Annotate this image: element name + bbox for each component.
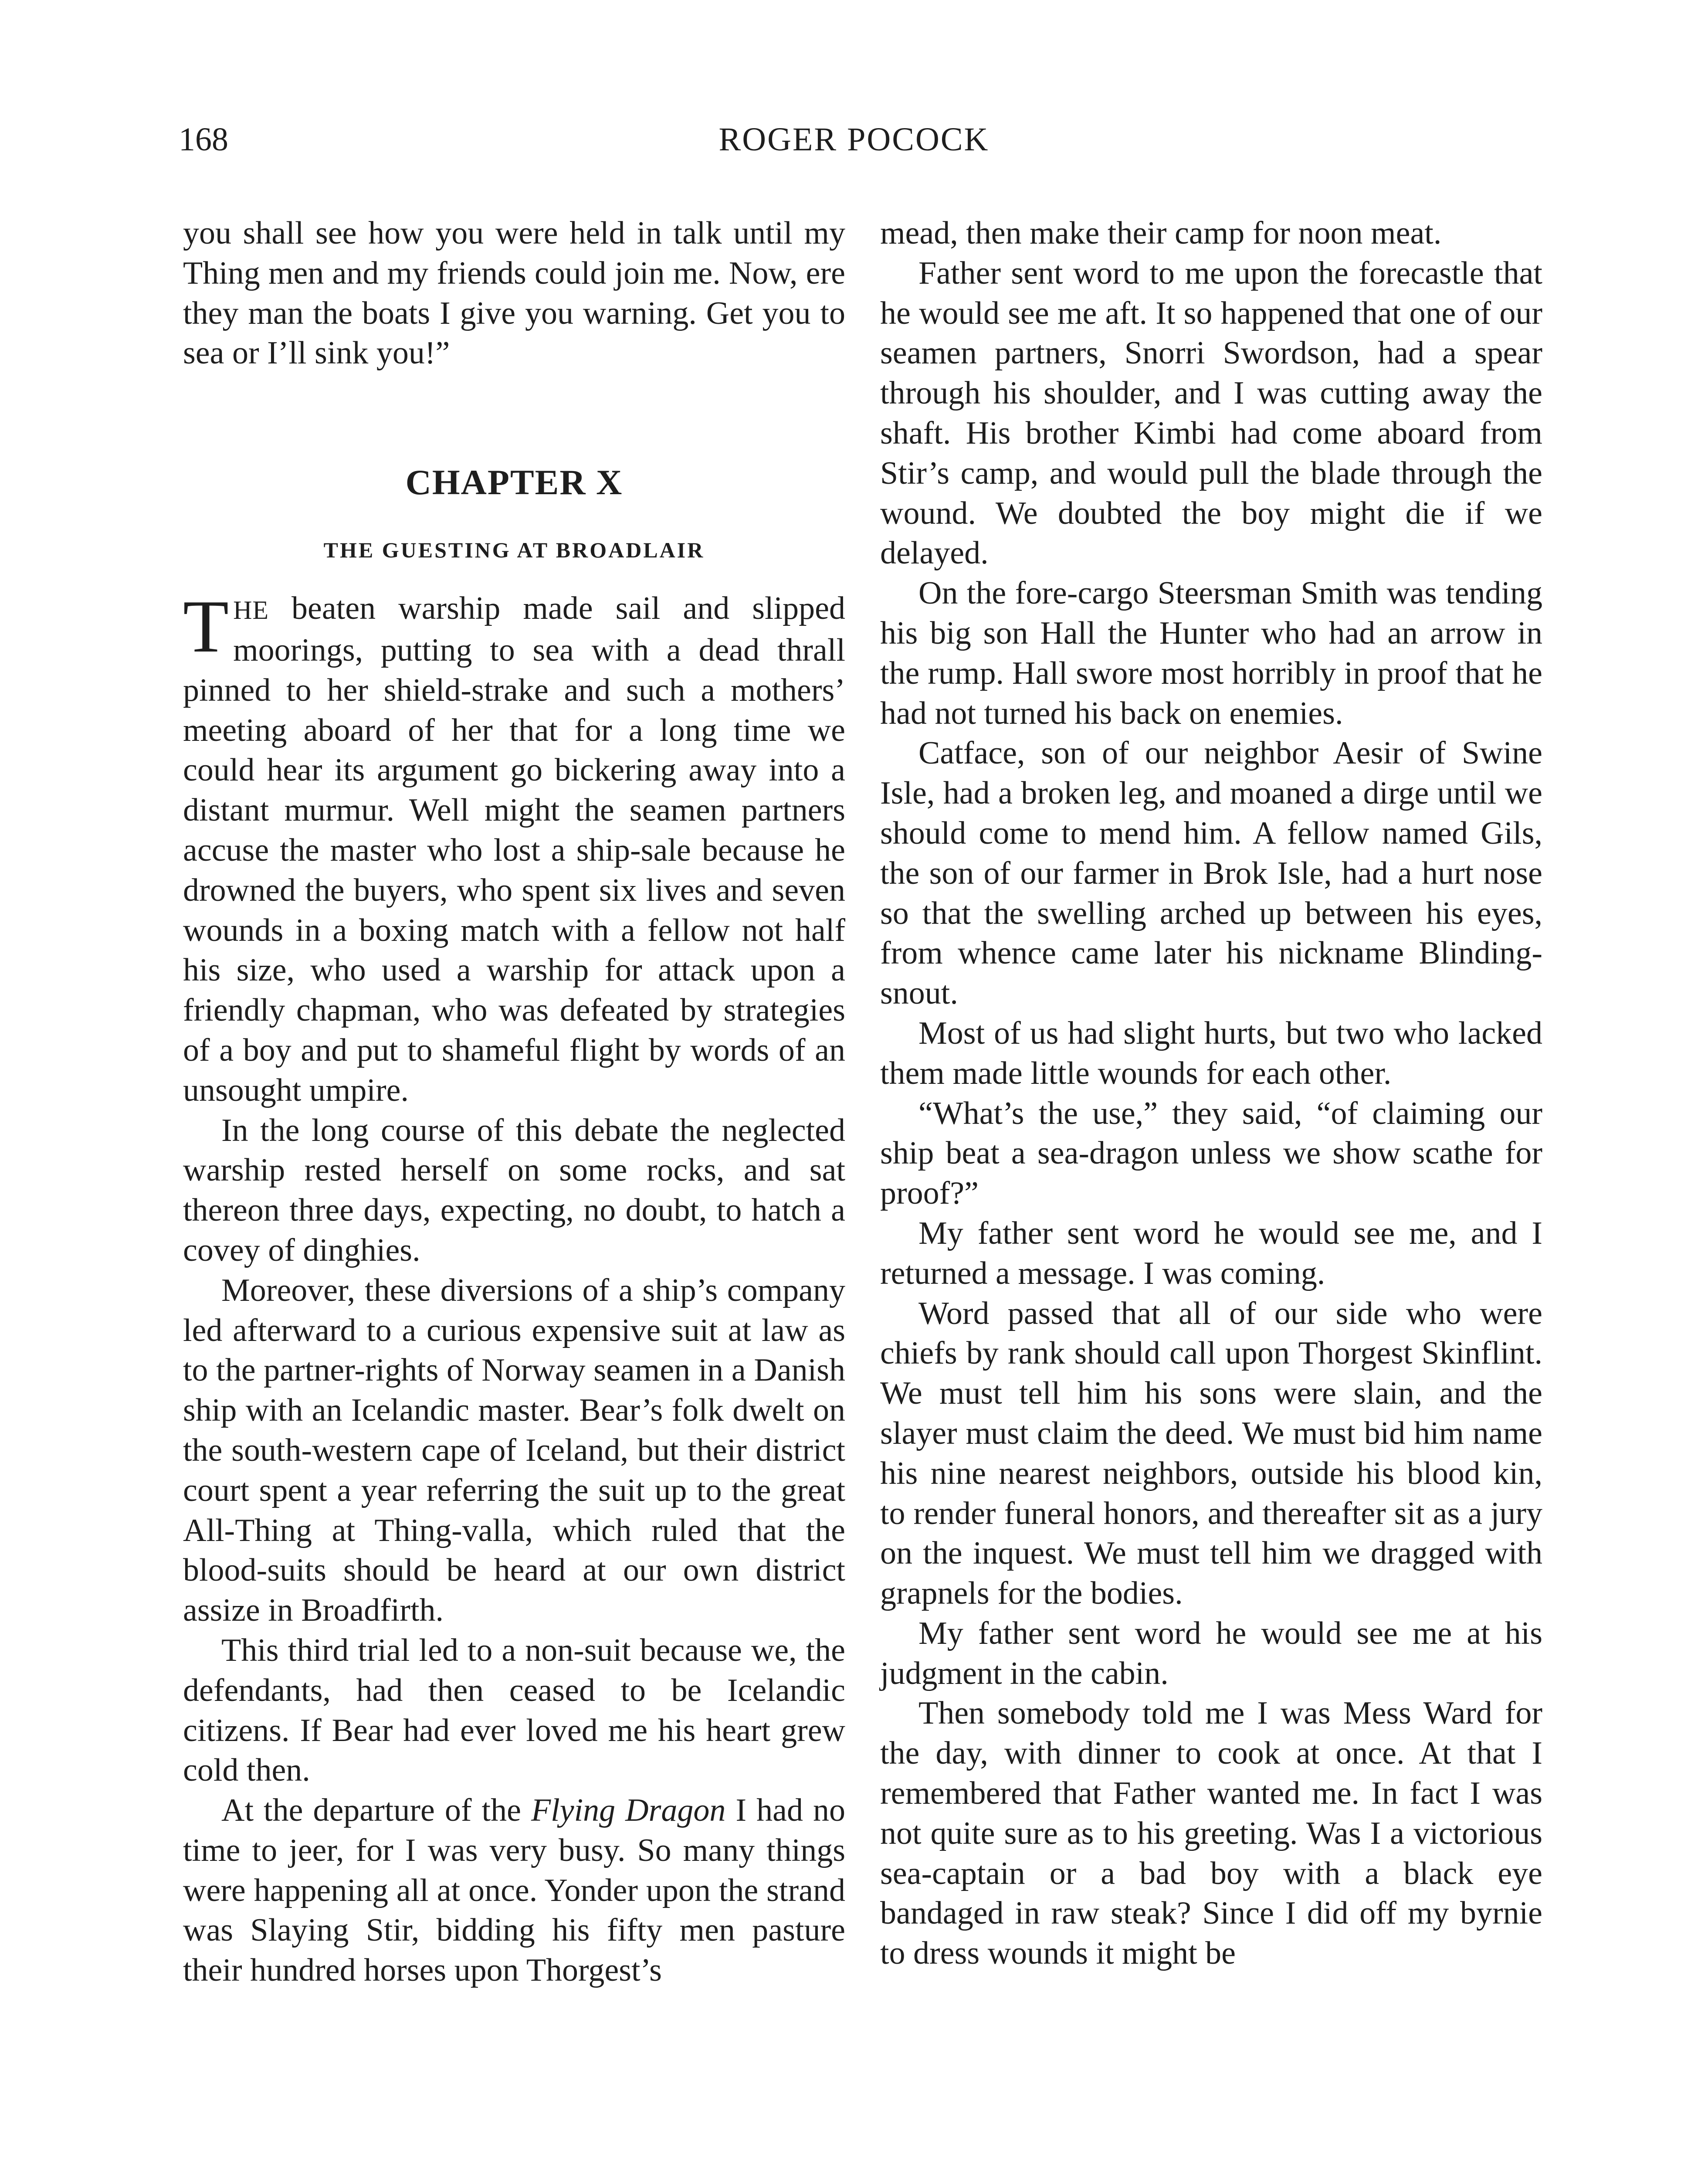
paragraph: Then somebody told me I was Mess Ward for the day, with dinner to cook at once. At that I remembered that Father wanted me. In fact I was not quite sure as to his greeting. Was I a victorious sea-captain or a bad boy with a black eye bandaged in raw steak? Since I did off my byrnie to dress wounds it might be (880, 1695, 1542, 1972)
paragraph: My father sent word he would see me at his judgment in the cabin. (880, 1615, 1542, 1691)
paragraph: Most of us had slight hurts, but two who lacked them made little wounds for each other. (880, 1015, 1542, 1091)
paragraph (183, 1791, 845, 1991)
paragraph: Catface, son of our neighbor Aesir of Swine Isle, had a broken leg, and moaned a dirge until we should come to mend him. A fellow named Gils, the son of our farmer in Brok Isle, had a hurt nose so that the swelling arched up between his eyes, from whence came later his nickname Blinding-snout. (880, 735, 1542, 1011)
paragraph: In the long course of this debate the neglected warship rested herself on some rocks, and sat thereon three days, expecting, no doubt, to hatch a covey of dinghies. (183, 1112, 845, 1268)
paragraph: “What’s the use,” they said, “of claiming our ship beat a sea-dragon unless we show scathe for proof?” (880, 1095, 1542, 1212)
paragraph: you shall see how you were held in talk until my Thing men and my friends could join me. Now, ere they man the boats I give you warning. Get you to sea or I’ll sink you!” (183, 215, 845, 371)
paragraph: Word passed that all of our side who were chiefs by rank should call upon Thorgest Skinflint. We must tell him his sons were slain, and the slayer must claim the deed. We must bid him name his nine nearest neighbors, outside his blood kin, to render funeral honors, and thereafter sit as a jury on the inquest. We must tell him we dragged with grapnels for the bodies. (880, 1295, 1542, 1612)
paragraph: Father sent word to me upon the forecastle that he would see me aft. It so happened that one of our seamen partners, Snorri Swordson, had a spear through his shoulder, and I was cutting away the shaft. His brother Kimbi had come aboard from Stir’s camp, and would pull the blade through the wound. We doubted the boy might die if we delayed. (880, 255, 1542, 571)
paragraph-text: At the departure of the (221, 1792, 531, 1829)
ship-name: Flying Dragon (531, 1792, 726, 1829)
right-column (880, 214, 1542, 1974)
paragraph: Moreover, these diversions of a ship’s company led afterward to a curious expensive suit at law as to the partner-rights of Norway seamen in a Danish ship with an Icelandic master. Bear’s folk dwelt on the south-western cape of Iceland, but their district court spent a year referring the suit up to the great All-Thing at Thing-valla, which ruled that the blood-suits should be heard at our own district assize in Broadfirth. (183, 1272, 845, 1629)
page-number: 168 (179, 121, 228, 158)
paragraph: My father sent word he would see me, and I returned a message. I was coming. (880, 1215, 1542, 1291)
chapter-title: CHAPTER X (405, 462, 623, 502)
running-head: ROGER POCOCK (718, 121, 990, 158)
left-column (183, 214, 845, 1991)
paragraph-text: I had no time to jeer, for I was very busy. So many things were happening all at once. Yonder upon the strand was Slaying Stir, bidding his fifty men pasture their hundred horses upon Thorgest’s (183, 1792, 845, 1989)
chapter-opening-paragraph (183, 585, 845, 1110)
paragraph: On the fore-cargo Steersman Smith was tending his big son Hall the Hunter who had an arrow in the rump. Hall swore most horribly in proof that he had not turned his back on enemies. (880, 575, 1542, 731)
paragraph-text: beaten warship made sail and slipped moorings, putting to sea with a dead thrall pinned to her shield-strake and such a mothers’ meeting aboard of her that for a long time we could hear its argument go bickering away into a distant murmur. Well might the seamen partners accuse the master who lost a ship-sale because he drowned the buyers, who spent six lives and seven wounds in a boxing match with a fellow not half his size, who used a warship for attack upon a friendly chapman, who was defeated by strategies of a boy and put to shameful flight by words of an unsought umpire. (183, 591, 845, 1108)
paragraph: This third trial led to a non-suit because we, the defendants, had then ceased to be Icelandic citizens. If Bear had ever loved me his heart grew cold then. (183, 1632, 845, 1789)
drop-cap: T (183, 585, 229, 669)
paragraph: mead, then make their camp for noon meat. (880, 215, 1442, 251)
opening-small-caps: HE (233, 596, 269, 625)
chapter-subtitle: THE GUESTING AT BROADLAIR (323, 538, 705, 563)
